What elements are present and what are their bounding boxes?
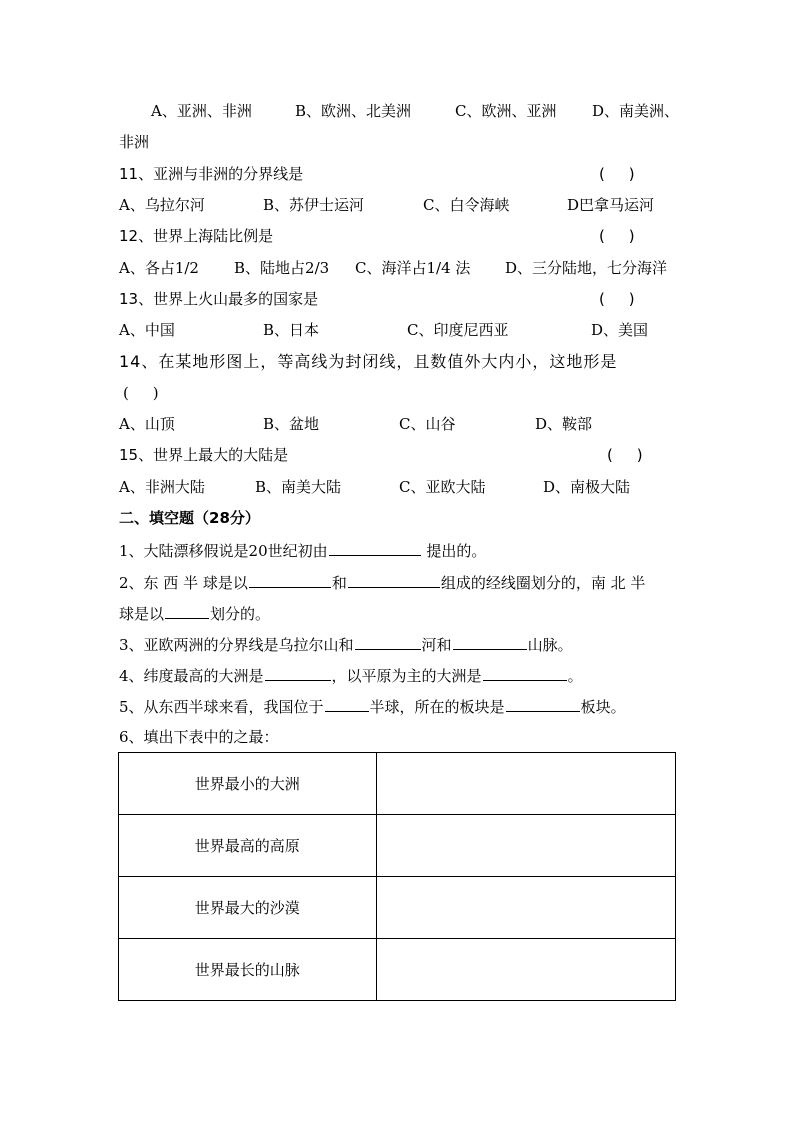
q15-option-b: B、南美大陆	[255, 478, 342, 496]
q11-stem-text: 11、亚洲与非洲的分界线是	[119, 165, 304, 183]
q12-stem	[119, 226, 679, 246]
q12-option-a: A、各占1/2	[119, 259, 199, 277]
table-row	[119, 877, 676, 939]
q13-option-b: B、日本	[263, 321, 320, 339]
q12-answer-paren[interactable]: ( )	[599, 227, 635, 245]
q11-option-b: B、苏伊士运河	[263, 196, 365, 214]
q14-answer-paren[interactable]: ( )	[123, 384, 159, 402]
q11-option-c: C、白令海峡	[423, 196, 510, 214]
fill-4-text-c: 。	[567, 667, 583, 685]
fill-1	[119, 539, 679, 561]
fill-5-blank-1[interactable]	[325, 695, 369, 712]
q11-stem	[119, 164, 679, 184]
q11-answer-paren[interactable]: ( )	[599, 165, 635, 183]
q15-option-c: C、亚欧大陆	[399, 478, 486, 496]
table-row	[119, 939, 676, 1001]
fill-4-blank-1[interactable]	[265, 664, 331, 681]
table-cell-label: 世界最高的高原	[119, 815, 377, 877]
fill-5	[119, 695, 679, 717]
q13-stem-text: 13、世界上火山最多的国家是	[119, 290, 319, 308]
q12-option-c: C、海洋占1/4 法	[355, 259, 471, 277]
table-row	[119, 815, 676, 877]
fill-2-cont	[119, 602, 679, 624]
q15-answer-paren[interactable]: ( )	[607, 446, 643, 464]
q13-stem	[119, 289, 679, 309]
fill-1-blank[interactable]	[329, 539, 421, 556]
q15-stem-text: 15、世界上最大的大陆是	[119, 446, 289, 464]
q12-option-d: D、三分陆地，七分海洋	[505, 259, 668, 277]
fill-2-text-c: 组成的经线圈划分的，南 北 半	[440, 574, 646, 592]
fill-2-text-d: 球是以	[119, 605, 165, 623]
q13-answer-paren[interactable]: ( )	[599, 290, 635, 308]
q10-option-a: A、亚洲、非洲	[151, 102, 252, 120]
table-cell-answer[interactable]	[376, 753, 675, 815]
fill-3-blank-1[interactable]	[355, 633, 421, 650]
q15-option-a: A、非洲大陆	[119, 478, 205, 496]
fill-3	[119, 633, 679, 655]
fill-2	[119, 571, 679, 593]
q13-option-a: A、中国	[119, 321, 175, 339]
fill-3-text-c: 山脉。	[527, 636, 573, 654]
fill-2-text-e: 划分的。	[210, 605, 271, 623]
fill-4	[119, 664, 679, 686]
table-cell-answer[interactable]	[376, 815, 675, 877]
table-cell-label: 世界最长的山脉	[119, 939, 377, 1001]
q13-option-d: D、美国	[591, 321, 649, 339]
q10-option-c: C、欧洲、亚洲	[455, 102, 557, 120]
q11-option-a: A、乌拉尔河	[119, 196, 205, 214]
fill-2-text-b: 和	[331, 574, 347, 592]
table-row	[119, 753, 676, 815]
q14-option-d: D、鞍部	[535, 415, 593, 433]
q13-option-c: C、印度尼西亚	[407, 321, 509, 339]
q10-option-d: D、南美洲、	[592, 102, 680, 120]
table-cell-answer[interactable]	[376, 939, 675, 1001]
q10-option-b: B、欧洲、北美洲	[295, 102, 412, 120]
fill-2-blank-3[interactable]	[165, 602, 209, 619]
fill-2-text-a: 2、东 西 半 球是以	[119, 574, 248, 592]
q10-option-d-wrap: 非洲	[119, 133, 150, 151]
fill-5-blank-2[interactable]	[506, 695, 580, 712]
fill-4-text-a: 4、纬度最高的大洲是	[119, 667, 264, 685]
fill-3-blank-2[interactable]	[453, 633, 527, 650]
fill-6: 6、填出下表中的之最：	[119, 728, 279, 746]
q14-option-b: B、盆地	[263, 415, 320, 433]
fill-5-text-b: 半球，所在的板块是	[369, 698, 505, 716]
fill-5-text-c: 板块。	[580, 698, 626, 716]
section2-title: 二、填空题（28分）	[119, 509, 260, 527]
fill-3-text-b: 河和	[421, 636, 452, 654]
q14-option-c: C、山谷	[399, 415, 456, 433]
fill-4-blank-2[interactable]	[483, 664, 567, 681]
table-cell-label: 世界最大的沙漠	[119, 877, 377, 939]
fill-2-blank-2[interactable]	[348, 571, 440, 588]
q11-option-d: D巴拿马运河	[567, 196, 655, 214]
fill-3-text-a: 3、亚欧两洲的分界线是乌拉尔山和	[119, 636, 354, 654]
superlatives-table	[118, 752, 676, 1001]
fill-1-text-b: 提出的。	[421, 542, 487, 560]
q12-stem-text: 12、世界上海陆比例是	[119, 227, 274, 245]
table-cell-label: 世界最小的大洲	[119, 753, 377, 815]
fill-5-text-a: 5、从东西半球来看，我国位于	[119, 698, 324, 716]
q15-stem	[119, 445, 679, 465]
table-cell-answer[interactable]	[376, 877, 675, 939]
q12-option-b: B、陆地占2/3	[234, 259, 330, 277]
q15-option-d: D、南极大陆	[543, 478, 631, 496]
fill-1-text-a: 1、大陆漂移假说是20世纪初由	[119, 542, 328, 560]
q14-option-a: A、山顶	[119, 415, 175, 433]
q14-stem: 14、在某地形图上，等高线为封闭线，且数值外大内小，这地形是	[119, 352, 618, 371]
fill-4-text-b: ，以平原为主的大洲是	[331, 667, 482, 685]
fill-2-blank-1[interactable]	[249, 571, 331, 588]
